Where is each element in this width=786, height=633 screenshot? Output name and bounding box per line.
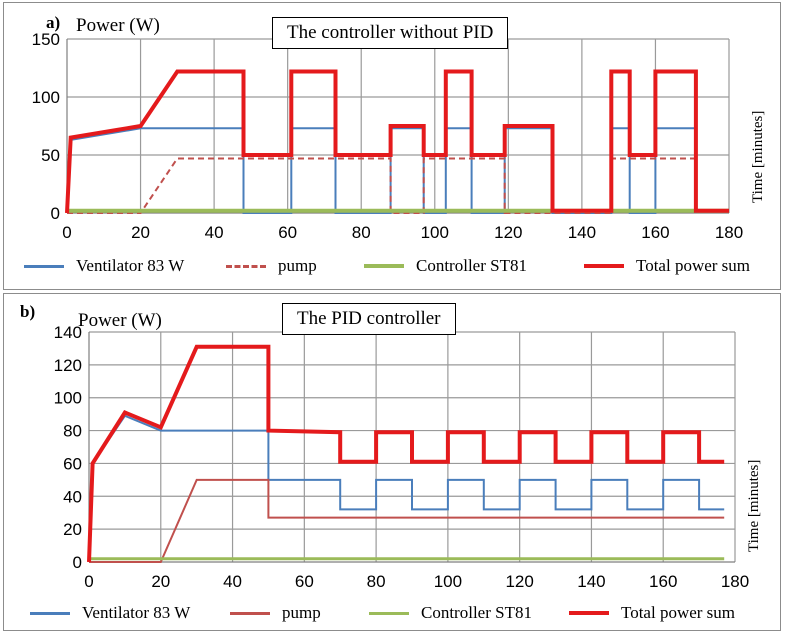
chart-a-x-tick-label: 60 [278, 223, 298, 242]
chart-a-legend-swatch [24, 265, 64, 268]
chart-b-legend-label: Total power sum [621, 603, 736, 622]
chart-panel-b [3, 293, 781, 631]
chart-b-y-tick-label: 140 [53, 323, 82, 342]
chart-a-title: The controller without PID [272, 17, 508, 49]
chart-a-legend-label: Controller ST81 [416, 256, 527, 275]
chart-b-y-tick-label: 100 [53, 388, 82, 408]
chart-a-y-tick-label: 0 [50, 204, 60, 223]
chart-a-legend-item-ventilator-83-w [24, 255, 184, 277]
panel-a-label: a) [46, 13, 61, 32]
chart-a-legend-item-total-power-sum [584, 255, 750, 277]
chart-b-legend-swatch [369, 612, 409, 615]
chart-b-x-tick-label: 120 [505, 572, 534, 591]
chart-a-legend-swatch [226, 265, 266, 268]
chart-b-y-tick-label: 80 [63, 421, 82, 441]
chart-b-x-tick-label: 40 [223, 572, 243, 591]
chart-a-legend [14, 255, 770, 279]
chart-b-y-tick-label: 40 [63, 487, 82, 507]
chart-b-x-tick-label: 80 [366, 572, 386, 591]
chart-b-ylabel: Power (W) [78, 310, 162, 331]
chart-b-x-tick-label: 140 [577, 572, 606, 591]
chart-a-legend-item-controller-st81 [364, 255, 527, 277]
chart-a-legend-label: pump [278, 256, 317, 275]
chart-b-legend-item-total-power-sum [569, 602, 735, 624]
chart-a-series-ventilator-83-w [67, 128, 696, 213]
chart-a-y-tick-label: 150 [31, 30, 60, 49]
chart-b-y-tick-label: 20 [63, 520, 82, 540]
chart-b-title: The PID controller [282, 303, 456, 335]
chart-a-legend-label: Ventilator 83 W [76, 256, 185, 275]
chart-b-series-pump [89, 480, 724, 562]
chart-b-legend-label: Ventilator 83 W [82, 603, 191, 622]
chart-a-x-tick-label: 160 [641, 223, 670, 242]
chart-a-x-tick-label: 180 [714, 223, 744, 242]
chart-a-y-tick-label: 100 [31, 88, 60, 107]
chart-b-x-tick-label: 60 [294, 572, 314, 591]
chart-a-x-tick-label: 40 [204, 223, 224, 242]
chart-a-legend-swatch [364, 264, 404, 268]
chart-a-y-tick-label: 50 [41, 146, 60, 165]
chart-b-legend-swatch [569, 611, 609, 615]
chart-a-x-tick-label: 80 [351, 223, 371, 242]
chart-a-x-tick-label: 100 [420, 223, 449, 242]
chart-b-legend-swatch [30, 612, 70, 615]
chart-a-ylabel: Power (W) [76, 15, 160, 36]
chart-a-xlabel: Time [minutes] [750, 110, 766, 203]
chart-b-legend-label: Controller ST81 [421, 603, 532, 622]
chart-b-plot [4, 294, 780, 630]
chart-b-xlabel: Time [minutes] [746, 459, 762, 552]
chart-b-legend-item-pump [230, 602, 321, 624]
chart-a-legend-swatch [584, 264, 624, 268]
chart-b-legend [14, 602, 770, 626]
chart-a-legend-label: Total power sum [636, 256, 751, 275]
chart-panel-a [3, 2, 781, 290]
chart-b-legend-swatch [230, 612, 270, 615]
chart-b-x-tick-label: 180 [720, 572, 750, 591]
chart-b-x-tick-label: 0 [84, 572, 94, 591]
chart-a-series-pump [67, 159, 696, 214]
panel-b-label: b) [20, 302, 36, 321]
chart-b-legend-item-controller-st81 [369, 602, 532, 624]
chart-a-x-tick-label: 120 [494, 223, 523, 242]
chart-b-legend-item-ventilator-83-w [30, 602, 190, 624]
chart-a-x-tick-label: 20 [131, 223, 151, 242]
chart-b-y-tick-label: 0 [72, 553, 82, 572]
chart-a-x-tick-label: 140 [567, 223, 597, 242]
chart-b-x-tick-label: 160 [649, 572, 678, 591]
chart-b-x-tick-label: 100 [433, 572, 463, 591]
chart-a-legend-item-pump [226, 255, 317, 277]
chart-b-legend-label: pump [282, 603, 321, 622]
chart-b-y-tick-label: 120 [53, 355, 82, 375]
chart-b-x-tick-label: 20 [151, 572, 171, 591]
chart-a-x-tick-label: 0 [62, 223, 72, 242]
chart-b-y-tick-label: 60 [63, 454, 82, 474]
